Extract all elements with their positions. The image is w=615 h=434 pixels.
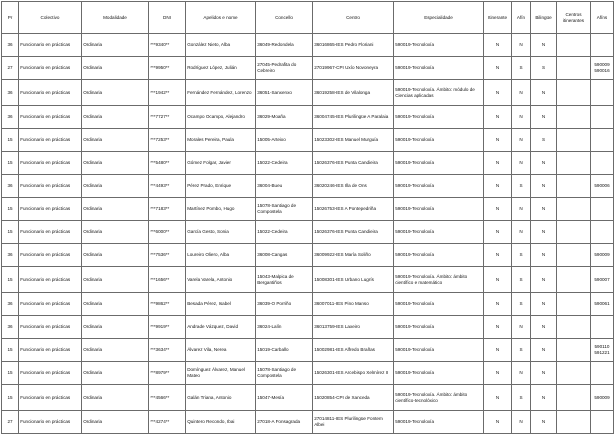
cell-dni: ***7183**	[149, 198, 186, 221]
cell-itinerante: N	[484, 244, 512, 267]
cell-concello: 15043-Malpica de Bergantiños	[256, 267, 313, 293]
table-row	[2, 34, 614, 57]
cell-afins: 590007	[591, 267, 614, 293]
cell-especialidade: 590019-Tecnoloxía	[394, 198, 484, 221]
cell-modalidade: Ordinaria	[82, 362, 149, 385]
cell-afin: N	[512, 411, 531, 434]
cell-itinerante: N	[484, 385, 512, 411]
cell-pr: 15	[2, 339, 19, 362]
cell-pr: 36	[2, 34, 19, 57]
cell-pr: 15	[2, 385, 19, 411]
cell-pr: 36	[2, 106, 19, 129]
cell-apelidos-nome: Fernández Fernández, Lorenzo	[186, 80, 256, 106]
cell-centro: 36004745-IES Plurilingüe A Paralaia	[313, 106, 394, 129]
cell-pr: 36	[2, 80, 19, 106]
cell-apelidos-nome: Galán Triana, Antonio	[186, 385, 256, 411]
cell-bilingue: N	[531, 316, 557, 339]
cell-modalidade: Ordinaria	[82, 267, 149, 293]
cell-dni: ***8979**	[149, 362, 186, 385]
cell-itinerante: N	[484, 34, 512, 57]
cell-afins: 590009	[591, 385, 614, 411]
cell-dni: ***4274**	[149, 411, 186, 434]
cell-bilingue: S	[531, 129, 557, 152]
cell-especialidade: 590019-Tecnoloxía. Ámbito: ámbito científico e matemático	[394, 267, 484, 293]
cell-colectivo: Funcionario en prácticas	[19, 339, 82, 362]
cell-concello: 15078-Santiago de Compostela	[256, 198, 313, 221]
table-row	[2, 221, 614, 244]
cell-apelidos-nome: Pérez Prado, Enrique	[186, 175, 256, 198]
cell-colectivo: Funcionario en prácticas	[19, 152, 82, 175]
cell-especialidade: 590019-Tecnoloxía	[394, 152, 484, 175]
cell-itinerante: N	[484, 293, 512, 316]
cell-afin: S	[512, 175, 531, 198]
cell-modalidade: Ordinaria	[82, 175, 149, 198]
table-row	[2, 385, 614, 411]
header-dni: DNI	[149, 2, 186, 34]
header-afins: Afíns	[591, 2, 614, 34]
cell-afins	[591, 106, 614, 129]
cell-bilingue: N	[531, 152, 557, 175]
header-colectivo: Colectivo	[19, 2, 82, 34]
cell-afin: N	[512, 80, 531, 106]
cell-centro: 15026376-IES Punta Candieira	[313, 221, 394, 244]
cell-especialidade: 590019-Tecnoloxía	[394, 362, 484, 385]
cell-modalidade: Ordinaria	[82, 411, 149, 434]
cell-bilingue: S	[531, 57, 557, 80]
cell-concello: 15019-Carballo	[256, 339, 313, 362]
cell-afins	[591, 80, 614, 106]
table-row	[2, 198, 614, 221]
cell-afin: S	[512, 293, 531, 316]
cell-itinerante: N	[484, 339, 512, 362]
cell-centro: 15026753-IES A Pontepedriña	[313, 198, 394, 221]
cell-modalidade: Ordinaria	[82, 34, 149, 57]
cell-pr: 15	[2, 221, 19, 244]
cell-concello: 27018-A Fonsagrada	[256, 411, 313, 434]
cell-modalidade: Ordinaria	[82, 198, 149, 221]
header-bilingue: Bilingüe	[531, 2, 557, 34]
cell-concello: 27045-Pedrafita do Cebreiro	[256, 57, 313, 80]
cell-bilingue: N	[531, 106, 557, 129]
cell-afins: 590061	[591, 293, 614, 316]
cell-afins	[591, 316, 614, 339]
cell-itinerante: N	[484, 106, 512, 129]
cell-afin: N	[512, 129, 531, 152]
cell-pr: 36	[2, 293, 19, 316]
cell-dni: ***9919**	[149, 316, 186, 339]
cell-pr: 15	[2, 152, 19, 175]
cell-pr: 36	[2, 175, 19, 198]
cell-concello: 36008-Cangas	[256, 244, 313, 267]
cell-colectivo: Funcionario en prácticas	[19, 293, 82, 316]
cell-concello: 36004-Bueu	[256, 175, 313, 198]
cell-concello: 15078-Santiago de Compostela	[256, 362, 313, 385]
cell-bilingue: N	[531, 293, 557, 316]
cell-apelidos-nome: Gómez Folgar, Javier	[186, 152, 256, 175]
cell-itinerante: N	[484, 57, 512, 80]
cell-bilingue: N	[531, 34, 557, 57]
cell-bilingue: N	[531, 339, 557, 362]
cell-colectivo: Funcionario en prácticas	[19, 411, 82, 434]
cell-colectivo: Funcionario en prácticas	[19, 129, 82, 152]
cell-centro: 27014811-IES Plurilingüe Fontem Albei	[313, 411, 394, 434]
cell-dni: ***7253**	[149, 129, 186, 152]
table-row	[2, 152, 614, 175]
cell-afin: S	[512, 244, 531, 267]
cell-pr: 15	[2, 129, 19, 152]
cell-concello: 15005-Arteixo	[256, 129, 313, 152]
cell-dni: ***7727**	[149, 106, 186, 129]
cell-apelidos-nome: Besada Pérez, Isabel	[186, 293, 256, 316]
cell-colectivo: Funcionario en prácticas	[19, 34, 82, 57]
cell-modalidade: Ordinaria	[82, 385, 149, 411]
cell-afins	[591, 198, 614, 221]
cell-itinerante: N	[484, 411, 512, 434]
cell-pr: 27	[2, 57, 19, 80]
cell-centros-itinerantes	[557, 175, 591, 198]
cell-bilingue: N	[531, 411, 557, 434]
cell-concello: 15022-Cedeira	[256, 152, 313, 175]
cell-dni: ***3634**	[149, 339, 186, 362]
cell-afins	[591, 152, 614, 175]
cell-itinerante: N	[484, 198, 512, 221]
cell-dni: ***9950**	[149, 57, 186, 80]
header-modalidade: Modalidade	[82, 2, 149, 34]
cell-colectivo: Funcionario en prácticas	[19, 221, 82, 244]
cell-itinerante: N	[484, 80, 512, 106]
cell-especialidade: 590019-Tecnoloxía	[394, 106, 484, 129]
cell-bilingue: N	[531, 244, 557, 267]
table-row	[2, 316, 614, 339]
cell-centros-itinerantes	[557, 267, 591, 293]
cell-apelidos-nome: Varela Varela, Antonio	[186, 267, 256, 293]
cell-apelidos-nome: Álvarez Vila, Nerea	[186, 339, 256, 362]
cell-centros-itinerantes	[557, 34, 591, 57]
cell-dni: ***9862**	[149, 293, 186, 316]
cell-centro: 15020854-CPI de Xanceda	[313, 385, 394, 411]
cell-centro: 36020246-IES Illa de Ons	[313, 175, 394, 198]
cell-dni: ***9340**	[149, 34, 186, 57]
header-itinerante: Itinerante	[484, 2, 512, 34]
cell-colectivo: Funcionario en prácticas	[19, 244, 82, 267]
cell-especialidade: 590019-Tecnoloxía. Ámbito: módulo de Ciencias aplicadas	[394, 80, 484, 106]
cell-afin: N	[512, 221, 531, 244]
cell-especialidade: 590019-Tecnoloxía	[394, 221, 484, 244]
cell-especialidade: 590019-Tecnoloxía. Ámbito: ámbito científico-tecnolóxico	[394, 385, 484, 411]
cell-centros-itinerantes	[557, 293, 591, 316]
cell-afin: S	[512, 385, 531, 411]
cell-colectivo: Funcionario en prácticas	[19, 385, 82, 411]
table-row	[2, 411, 614, 434]
cell-pr: 15	[2, 362, 19, 385]
cell-concello: 15047-Mesía	[256, 385, 313, 411]
cell-pr: 36	[2, 316, 19, 339]
table-row	[2, 267, 614, 293]
table-row	[2, 106, 614, 129]
cell-itinerante: N	[484, 129, 512, 152]
header-apelidos-nome: Apelidos e nome	[186, 2, 256, 34]
cell-afin: S	[512, 267, 531, 293]
cell-dni: ***4566**	[149, 385, 186, 411]
cell-centros-itinerantes	[557, 385, 591, 411]
cell-especialidade: 590019-Tecnoloxía	[394, 339, 484, 362]
cell-pr: 36	[2, 244, 19, 267]
cell-apelidos-nome: Andrade Vázquez, David	[186, 316, 256, 339]
cell-dni: ***4493**	[149, 175, 186, 198]
table-row	[2, 80, 614, 106]
cell-centro: 15026376-IES Punta Candieira	[313, 152, 394, 175]
cell-centro: 27019967-CPI Uxío Novoneyra	[313, 57, 394, 80]
cell-apelidos-nome: García Gesto, Sonia	[186, 221, 256, 244]
cell-dni: ***5480**	[149, 152, 186, 175]
cell-modalidade: Ordinaria	[82, 244, 149, 267]
cell-colectivo: Funcionario en prácticas	[19, 175, 82, 198]
cell-colectivo: Funcionario en prácticas	[19, 267, 82, 293]
cell-bilingue: N	[531, 221, 557, 244]
cell-modalidade: Ordinaria	[82, 339, 149, 362]
cell-centro: 15026301-IES Arcebispo Xelmírez II	[313, 362, 394, 385]
cell-afins: 590009	[591, 244, 614, 267]
cell-dni: ***6000**	[149, 221, 186, 244]
table-row	[2, 293, 614, 316]
cell-centros-itinerantes	[557, 57, 591, 80]
cell-modalidade: Ordinaria	[82, 293, 149, 316]
cell-centro: 36007011-IES Pino Manso	[313, 293, 394, 316]
cell-afin: N	[512, 106, 531, 129]
cell-colectivo: Funcionario en prácticas	[19, 80, 82, 106]
cell-pr: 15	[2, 198, 19, 221]
table-row	[2, 57, 614, 80]
cell-colectivo: Funcionario en prácticas	[19, 57, 82, 80]
cell-afin: N	[512, 198, 531, 221]
cell-centros-itinerantes	[557, 316, 591, 339]
cell-centro: 36019258-IES de Vilalonga	[313, 80, 394, 106]
cell-dni: ***1656**	[149, 267, 186, 293]
header-concello: Concello	[256, 2, 313, 34]
cell-bilingue: N	[531, 267, 557, 293]
cell-especialidade: 590019-Tecnoloxía	[394, 34, 484, 57]
header-afin: Afín	[512, 2, 531, 34]
cell-itinerante: N	[484, 175, 512, 198]
cell-centro: 15023302-IES Manuel Murguía	[313, 129, 394, 152]
table-row	[2, 244, 614, 267]
table-row	[2, 129, 614, 152]
cell-centro: 15002981-IES Alfredo Brañas	[313, 339, 394, 362]
cell-concello: 36051-Sanxenxo	[256, 80, 313, 106]
cell-apelidos-nome: Martínez Pombo, Hugo	[186, 198, 256, 221]
cell-especialidade: 590019-Tecnoloxía	[394, 57, 484, 80]
cell-centro: 36016865-IES Pedro Floriani	[313, 34, 394, 57]
cell-colectivo: Funcionario en prácticas	[19, 316, 82, 339]
header-especialidade: Especialidade	[394, 2, 484, 34]
cell-afins	[591, 129, 614, 152]
cell-centros-itinerantes	[557, 339, 591, 362]
cell-bilingue: N	[531, 198, 557, 221]
header-centros-itinerantes: Centros itinerantes	[557, 2, 591, 34]
cell-modalidade: Ordinaria	[82, 152, 149, 175]
cell-centro: 15008301-IES Urbano Lugrís	[313, 267, 394, 293]
cell-centro: 36009922-IES María Soliño	[313, 244, 394, 267]
cell-pr: 27	[2, 411, 19, 434]
table-row	[2, 339, 614, 362]
cell-modalidade: Ordinaria	[82, 57, 149, 80]
cell-centros-itinerantes	[557, 129, 591, 152]
cell-centros-itinerantes	[557, 80, 591, 106]
header-pr: Pr	[2, 2, 19, 34]
table-header-row	[2, 2, 614, 34]
cell-afin: N	[512, 316, 531, 339]
cell-especialidade: 590019-Tecnoloxía	[394, 411, 484, 434]
cell-bilingue: N	[531, 80, 557, 106]
cell-afin: S	[512, 339, 531, 362]
cell-colectivo: Funcionario en prácticas	[19, 198, 82, 221]
cell-apelidos-nome: Domínguez Álvarez, Manuel Mateo	[186, 362, 256, 385]
assignments-table	[1, 1, 614, 434]
cell-itinerante: N	[484, 267, 512, 293]
cell-bilingue: N	[531, 385, 557, 411]
cell-afins	[591, 362, 614, 385]
cell-afins	[591, 34, 614, 57]
cell-modalidade: Ordinaria	[82, 106, 149, 129]
cell-concello: 15022-Cedeira	[256, 221, 313, 244]
cell-apelidos-nome: Rodríguez López, Julián	[186, 57, 256, 80]
cell-apelidos-nome: Ocampo Ocampo, Alejandro	[186, 106, 256, 129]
cell-especialidade: 590019-Tecnoloxía	[394, 293, 484, 316]
cell-apelidos-nome: Quintero Recondo, Ibai	[186, 411, 256, 434]
cell-apelidos-nome: Morales Pereira, Paula	[186, 129, 256, 152]
cell-dni: ***1942**	[149, 80, 186, 106]
cell-apelidos-nome: Loureiro Oliero, Alba	[186, 244, 256, 267]
table-body	[2, 34, 614, 434]
cell-centros-itinerantes	[557, 106, 591, 129]
cell-concello: 36049-Redondela	[256, 34, 313, 57]
cell-afins: 590009 590016	[591, 57, 614, 80]
cell-modalidade: Ordinaria	[82, 316, 149, 339]
table-row	[2, 362, 614, 385]
cell-concello: 36029-Moaña	[256, 106, 313, 129]
cell-itinerante: N	[484, 221, 512, 244]
cell-pr: 15	[2, 267, 19, 293]
cell-modalidade: Ordinaria	[82, 221, 149, 244]
cell-especialidade: 590019-Tecnoloxía	[394, 316, 484, 339]
cell-afins	[591, 411, 614, 434]
table-row	[2, 175, 614, 198]
cell-itinerante: N	[484, 316, 512, 339]
header-centro: Centro	[313, 2, 394, 34]
cell-concello: 36039-O Porriño	[256, 293, 313, 316]
cell-afin: N	[512, 34, 531, 57]
cell-centros-itinerantes	[557, 221, 591, 244]
cell-colectivo: Funcionario en prácticas	[19, 106, 82, 129]
cell-afin: N	[512, 152, 531, 175]
cell-itinerante: N	[484, 152, 512, 175]
cell-bilingue: N	[531, 175, 557, 198]
cell-modalidade: Ordinaria	[82, 80, 149, 106]
cell-concello: 36024-Lalín	[256, 316, 313, 339]
cell-especialidade: 590019-Tecnoloxía	[394, 175, 484, 198]
cell-colectivo: Funcionario en prácticas	[19, 362, 82, 385]
cell-apelidos-nome: González Nieto, Alba	[186, 34, 256, 57]
cell-centros-itinerantes	[557, 198, 591, 221]
cell-especialidade: 590019-Tecnoloxía	[394, 129, 484, 152]
cell-afins	[591, 221, 614, 244]
cell-centros-itinerantes	[557, 411, 591, 434]
cell-bilingue: N	[531, 362, 557, 385]
cell-especialidade: 590019-Tecnoloxía	[394, 244, 484, 267]
cell-centros-itinerantes	[557, 152, 591, 175]
cell-modalidade: Ordinaria	[82, 129, 149, 152]
cell-centros-itinerantes	[557, 244, 591, 267]
cell-itinerante: N	[484, 362, 512, 385]
cell-centros-itinerantes	[557, 362, 591, 385]
cell-centro: 36013759-IES Laxeiro	[313, 316, 394, 339]
cell-afin: S	[512, 57, 531, 80]
cell-afin: N	[512, 362, 531, 385]
cell-dni: ***7536**	[149, 244, 186, 267]
cell-afins: 590006	[591, 175, 614, 198]
cell-afins: 590110 591221	[591, 339, 614, 362]
